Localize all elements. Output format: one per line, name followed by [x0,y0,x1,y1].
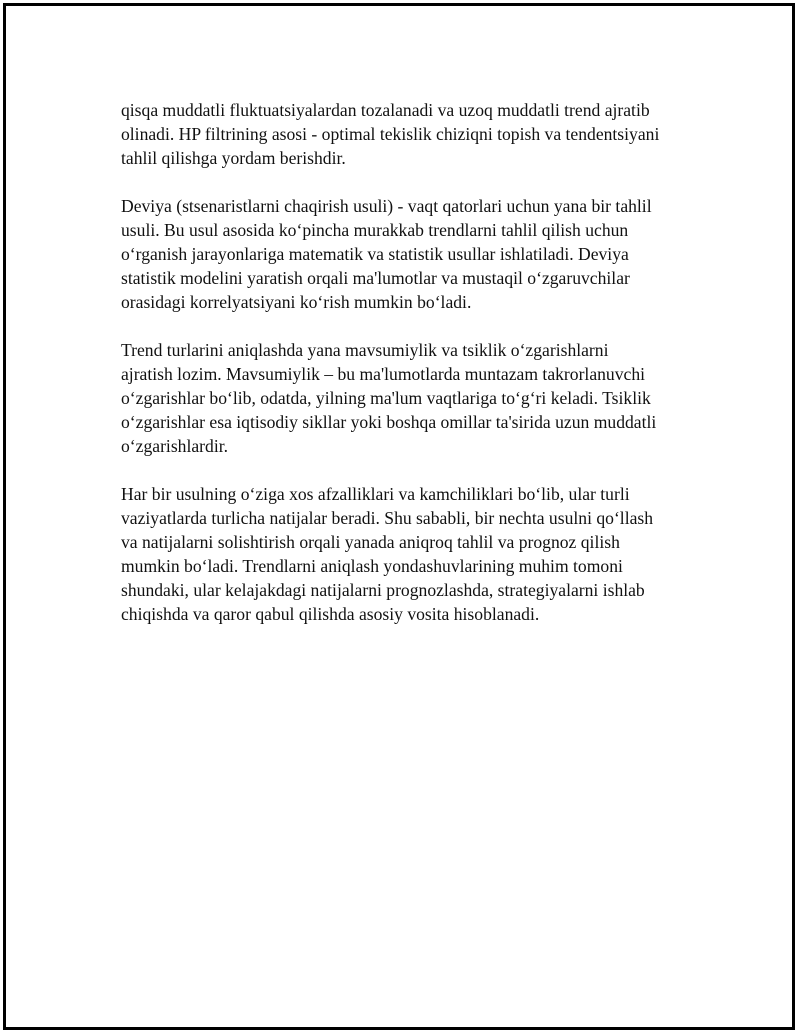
paragraph-3 [121,338,691,458]
text-line: vaziyatlarda turlicha natijalar beradi. Shu sababli, bir nechta usulni qo‘llash [121,508,654,528]
text-line: usuli. Bu usul asosida ko‘pincha murakkab trendlarni tahlil qilish uchun [121,220,629,240]
text-line: olinadi. HP filtrining asosi - optimal tekislik chiziqni topish va tendentsiyani [121,124,660,144]
text-line: Har bir usulning o‘ziga xos afzalliklari va kamchiliklari bo‘lib, ular turli [121,484,630,504]
text-line: ajratish lozim. Mavsumiylik – bu ma'lumotlarda muntazam takrorlanuvchi [121,364,646,384]
text-line: orasidagi korrelyatsiyani ko‘rish mumkin bo‘ladi. [121,292,472,312]
text-line: o‘zgarishlardir. [121,436,228,456]
text-line: chiqishda va qaror qabul qilishda asosiy vosita hisoblanadi. [121,604,540,624]
text-line: tahlil qilishga yordam berishdir. [121,148,346,168]
text-line: shundaki, ular kelajakdagi natijalarni prognozlashda, strategiyalarni ishlab [121,580,645,600]
text-line: va natijalarni solishtirish orqali yanada aniqroq tahlil va prognoz qilish [121,532,620,552]
text-line: Trend turlarini aniqlashda yana mavsumiylik va tsiklik o‘zgarishlarni [121,340,609,360]
text-line: Deviya (stsenaristlarni chaqirish usuli) - vaqt qatorlari uchun yana bir tahlil [121,196,652,216]
paragraph-2 [121,194,691,314]
document-body [121,98,691,650]
text-line: qisqa muddatli fluktuatsiyalardan tozalanadi va uzoq muddatli trend ajratib [121,100,650,120]
text-line: o‘rganish jarayonlariga matematik va statistik usullar ishlatiladi. Deviya [121,244,629,264]
text-line: o‘zgarishlar bo‘lib, odatda, yilning ma'lum vaqtlariga to‘g‘ri keladi. Tsiklik [121,388,651,408]
paragraph-1 [121,98,691,170]
document-page [3,3,795,1030]
text-line: o‘zgarishlar esa iqtisodiy sikllar yoki boshqa omillar ta'sirida uzun muddatli [121,412,657,432]
text-line: mumkin bo‘ladi. Trendlarni aniqlash yondashuvlarining muhim tomoni [121,556,623,576]
paragraph-4 [121,482,691,626]
text-line: statistik modelini yaratish orqali ma'lumotlar va mustaqil o‘zgaruvchilar [121,268,630,288]
